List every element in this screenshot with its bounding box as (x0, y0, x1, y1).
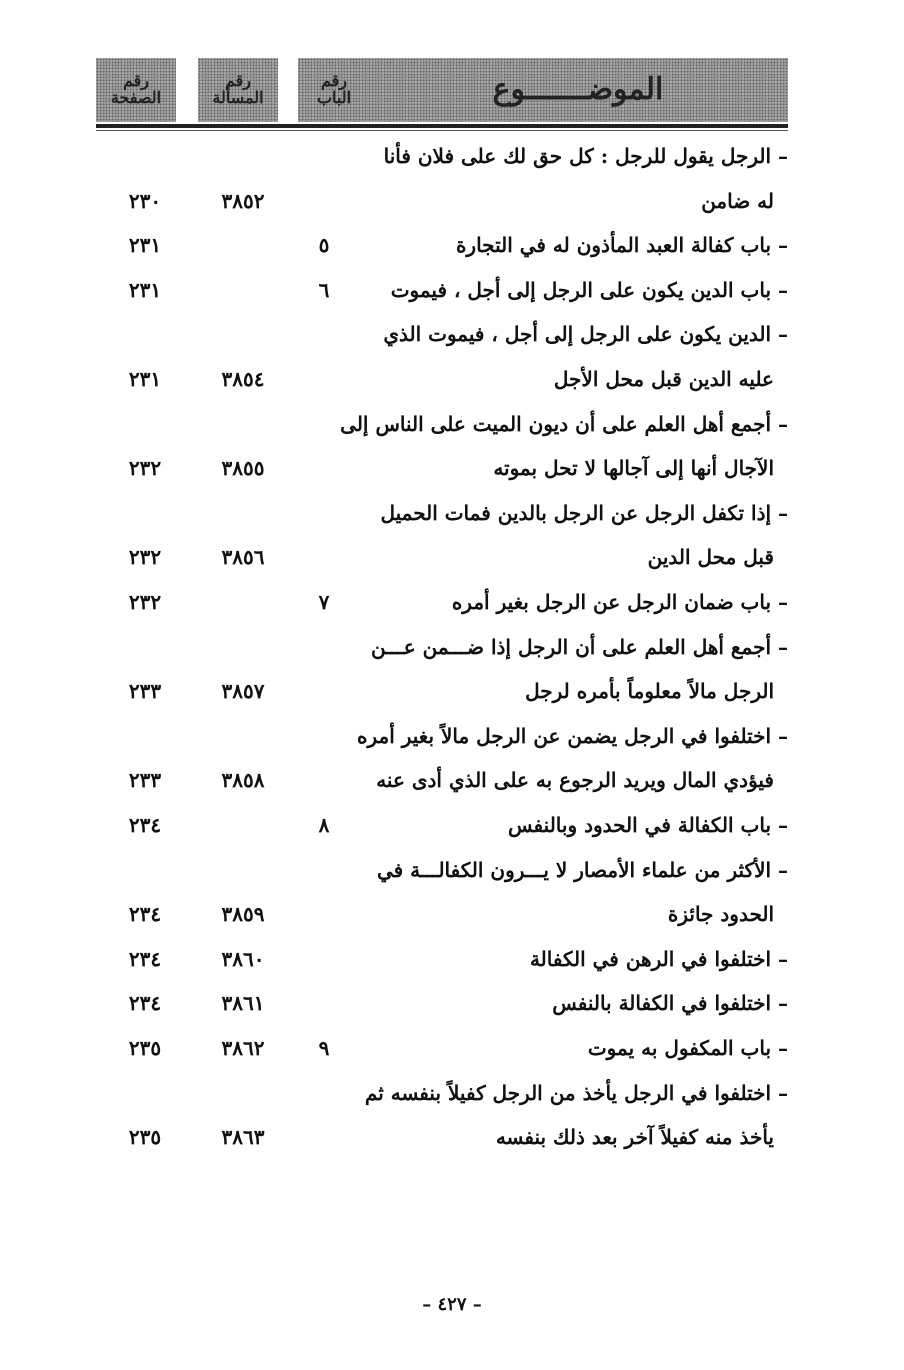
row-page-number: ٢٣٥ (128, 1036, 162, 1060)
header-topic: الموضـــــــوع (368, 58, 788, 122)
table-row (0, 1073, 904, 1113)
header-issue-number (198, 58, 278, 122)
table-row (0, 448, 904, 488)
row-page-number: ٢٣١ (128, 278, 162, 302)
table-row (0, 939, 904, 979)
table-row (0, 314, 904, 354)
table-row (0, 1028, 904, 1068)
row-topic: يأخذ منه كفيلاً آخر بعد ذلك بنفسه (495, 1125, 774, 1149)
table-row (0, 359, 904, 399)
row-chapter-number: ٨ (318, 813, 330, 837)
row-page-number: ٢٣٢ (128, 590, 162, 614)
header-chapter-number (298, 58, 370, 122)
header-chapter-label-1: رقم (320, 71, 348, 91)
table-row (0, 225, 904, 265)
header-rule (96, 124, 788, 128)
table-row (0, 404, 904, 444)
row-issue-number: ٣٨٥٦ (221, 545, 265, 569)
table-row (0, 805, 904, 845)
row-page-number: ٢٣٣ (128, 679, 162, 703)
row-chapter-number: ٩ (318, 1036, 330, 1060)
table-header (96, 58, 788, 130)
row-topic: الآجال أنها إلى آجالها لا تحل بموته (493, 456, 774, 480)
table-row (0, 270, 904, 310)
table-row (0, 493, 904, 533)
row-page-number: ٢٣٤ (128, 813, 162, 837)
row-issue-number: ٣٨٥٧ (221, 679, 265, 703)
page-number: – ٤٢٧ – (422, 1294, 482, 1315)
table-row (0, 850, 904, 890)
row-page-number: ٢٣١ (128, 367, 162, 391)
table-row (0, 627, 904, 667)
row-topic: الحدود جائزة (667, 902, 774, 926)
table-row (0, 671, 904, 711)
row-issue-number: ٣٨٥٩ (221, 902, 265, 926)
header-issue-label-1: رقم (224, 71, 252, 91)
header-page-number (96, 58, 176, 122)
row-topic: – باب كفالة العبد المأذون له في التجارة (455, 233, 788, 257)
row-page-number: ٢٣٤ (128, 902, 162, 926)
table-row (0, 716, 904, 756)
row-issue-number: ٣٨٦٢ (221, 1036, 265, 1060)
row-topic: – باب الكفالة في الحدود وبالنفس (508, 813, 788, 837)
row-topic: – باب المكفول به يموت (587, 1036, 788, 1060)
row-topic: له ضامن (701, 189, 774, 213)
row-issue-number: ٣٨٥٢ (221, 189, 265, 213)
row-page-number: ٢٣٠ (128, 189, 162, 213)
row-topic: – الدين يكون على الرجل إلى أجل ، فيموت الذي (383, 322, 788, 346)
table-row (0, 760, 904, 800)
row-issue-number: ٣٨٦١ (221, 991, 265, 1015)
table-row (0, 181, 904, 221)
row-issue-number: ٣٨٥٨ (221, 768, 265, 792)
row-topic: قبل محل الدين (647, 545, 774, 569)
header-page-label-2: الصفحة (110, 88, 162, 107)
row-chapter-number: ٦ (318, 278, 330, 302)
table-row (0, 894, 904, 934)
row-page-number: ٢٣٣ (128, 768, 162, 792)
row-topic: – اختلفوا في الرجل يأخذ من الرجل كفيلاً بنفسه ثم (364, 1081, 788, 1105)
row-issue-number: ٣٨٥٤ (221, 367, 265, 391)
row-issue-number: ٣٨٦٠ (221, 947, 265, 971)
row-page-number: ٢٣٥ (128, 1125, 162, 1149)
header-issue-label-2: المسألة (212, 88, 264, 107)
row-topic: – اختلفوا في الرجل يضمن عن الرجل مالاً بغير أمره (356, 724, 788, 748)
row-page-number: ٢٣١ (128, 233, 162, 257)
row-topic: – أجمع أهل العلم على أن ديون الميت على الناس إلى (340, 412, 788, 436)
table-row (0, 136, 904, 176)
table-row (0, 1117, 904, 1157)
row-topic: – الرجل يقول للرجل : كل حق لك على فلان فأنا (383, 144, 788, 168)
row-topic: – إذا تكفل الرجل عن الرجل بالدين فمات الحميل (380, 501, 788, 525)
header-rule-thin (96, 130, 788, 131)
row-topic: عليه الدين قبل محل الأجل (553, 367, 774, 391)
row-topic: – اختلفوا في الرهن في الكفالة (529, 947, 788, 971)
row-chapter-number: ٧ (318, 590, 330, 614)
header-chapter-label-2: الباب (316, 88, 352, 107)
table-row (0, 537, 904, 577)
row-issue-number: ٣٨٦٣ (221, 1125, 265, 1149)
row-topic: – الأكثر من علماء الأمصار لا يـــرون الكفالـــة في (376, 858, 788, 882)
row-page-number: ٢٣٤ (128, 991, 162, 1015)
table-row (0, 582, 904, 622)
row-page-number: ٢٣٢ (128, 456, 162, 480)
table-row (0, 983, 904, 1023)
row-topic: فيؤدي المال ويريد الرجوع به على الذي أدى عنه (376, 768, 774, 792)
row-topic: – باب ضمان الرجل عن الرجل بغير أمره (451, 590, 788, 614)
header-page-label-1: رقم (122, 71, 150, 91)
row-topic: – أجمع أهل العلم على أن الرجل إذا ضـــمن عـــن (370, 635, 788, 659)
row-issue-number: ٣٨٥٥ (221, 456, 265, 480)
row-page-number: ٢٣٢ (128, 545, 162, 569)
row-topic: الرجل مالاً معلوماً بأمره لرجل (525, 679, 774, 703)
row-topic: – باب الدين يكون على الرجل إلى أجل ، فيموت (390, 278, 788, 302)
row-chapter-number: ٥ (318, 233, 330, 257)
row-page-number: ٢٣٤ (128, 947, 162, 971)
row-topic: – اختلفوا في الكفالة بالنفس (552, 991, 788, 1015)
